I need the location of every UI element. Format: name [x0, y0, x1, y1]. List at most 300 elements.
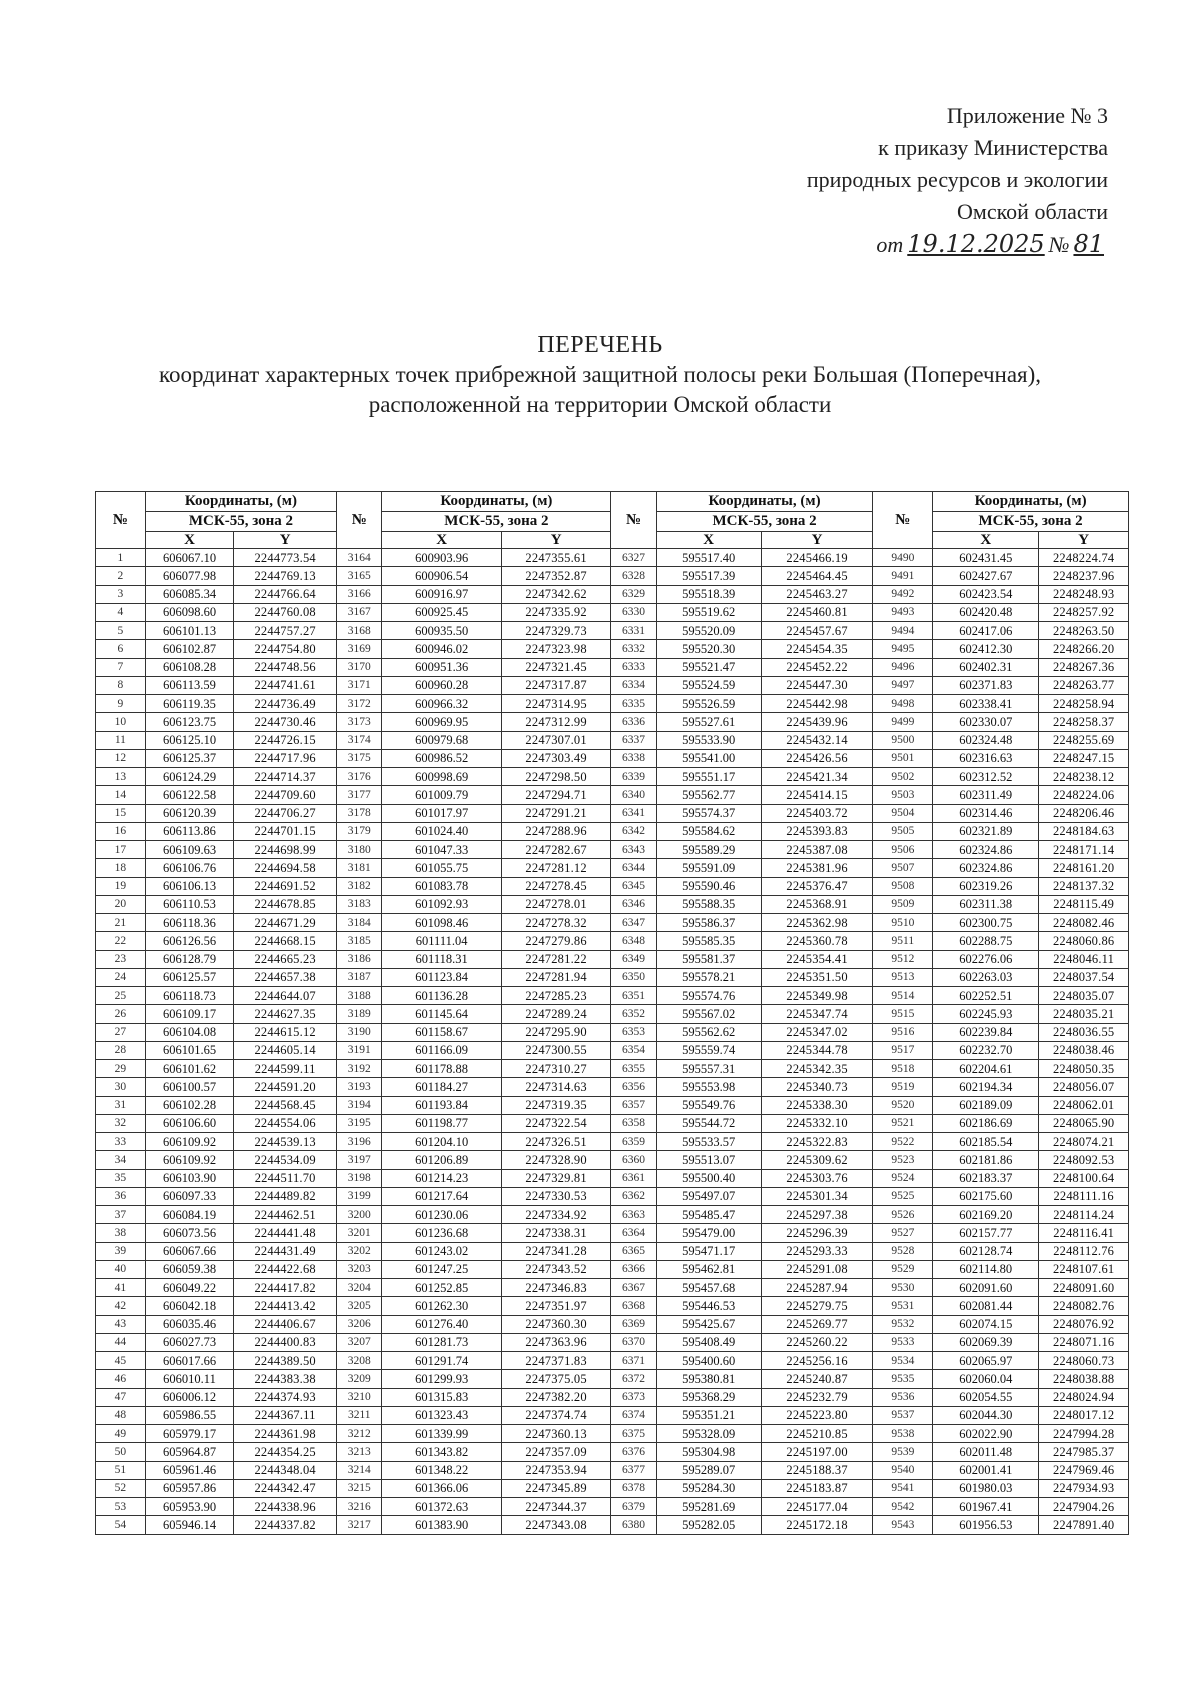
coord-x-cell: 595585.35 — [656, 932, 761, 950]
header-x: X — [656, 532, 761, 549]
point-number-cell: 9537 — [873, 1406, 933, 1424]
header-x: X — [145, 532, 233, 549]
coord-y-cell: 2247891.40 — [1039, 1516, 1129, 1534]
point-number-cell: 47 — [96, 1388, 146, 1406]
point-number-cell: 6341 — [611, 804, 656, 822]
point-number-cell: 6359 — [611, 1133, 656, 1151]
point-number-cell: 9532 — [873, 1315, 933, 1333]
coord-y-cell: 2247360.13 — [501, 1425, 611, 1443]
table-row — [96, 1461, 1129, 1479]
coord-y-cell: 2248060.86 — [1039, 932, 1129, 950]
coord-x-cell: 602311.49 — [933, 786, 1039, 804]
coord-x-cell: 606122.58 — [145, 786, 233, 804]
coord-x-cell: 602263.03 — [933, 968, 1039, 986]
header-x: X — [382, 532, 501, 549]
point-number-cell: 6330 — [611, 603, 656, 621]
point-number-cell: 6357 — [611, 1096, 656, 1114]
coord-y-cell: 2247319.35 — [501, 1096, 611, 1114]
coord-y-cell: 2247288.96 — [501, 822, 611, 840]
coord-x-cell: 602371.83 — [933, 676, 1039, 694]
point-number-cell: 3215 — [337, 1479, 382, 1497]
point-number-cell: 6345 — [611, 877, 656, 895]
coord-x-cell: 606118.36 — [145, 914, 233, 932]
coord-x-cell: 595457.68 — [656, 1279, 761, 1297]
coord-x-cell: 601243.02 — [382, 1242, 501, 1260]
point-number-cell: 6370 — [611, 1333, 656, 1351]
coord-x-cell: 595281.69 — [656, 1498, 761, 1516]
coord-y-cell: 2244431.49 — [234, 1242, 337, 1260]
point-number-cell: 6354 — [611, 1041, 656, 1059]
point-number-cell: 45 — [96, 1352, 146, 1370]
point-number-cell: 6380 — [611, 1516, 656, 1534]
coord-y-cell: 2247353.94 — [501, 1461, 611, 1479]
coord-x-cell: 602185.54 — [933, 1133, 1039, 1151]
coord-y-cell: 2248171.14 — [1039, 841, 1129, 859]
coord-x-cell: 606126.56 — [145, 932, 233, 950]
point-number-cell: 9 — [96, 695, 146, 713]
point-number-cell: 42 — [96, 1297, 146, 1315]
table-row — [96, 1388, 1129, 1406]
point-number-cell: 8 — [96, 676, 146, 694]
header-coords: Координаты, (м) — [145, 492, 336, 512]
coord-y-cell: 2244338.96 — [234, 1498, 337, 1516]
coord-x-cell: 606067.66 — [145, 1242, 233, 1260]
point-number-cell: 9527 — [873, 1224, 933, 1242]
coord-x-cell: 595446.53 — [656, 1297, 761, 1315]
point-number-cell: 3174 — [337, 731, 382, 749]
point-number-cell: 36 — [96, 1187, 146, 1205]
coord-x-cell: 602420.48 — [933, 603, 1039, 621]
point-number-cell: 3200 — [337, 1206, 382, 1224]
header-no: № — [337, 492, 382, 549]
coord-y-cell: 2244367.11 — [234, 1406, 337, 1424]
document-subtitle-2: расположенной на территории Омской области — [368, 392, 832, 417]
coord-y-cell: 2245354.41 — [761, 950, 873, 968]
point-number-cell: 9506 — [873, 841, 933, 859]
coord-y-cell: 2247279.86 — [501, 932, 611, 950]
coord-y-cell: 2247355.61 — [501, 549, 611, 567]
coord-x-cell: 602324.48 — [933, 731, 1039, 749]
point-number-cell: 9519 — [873, 1078, 933, 1096]
coord-x-cell: 602427.67 — [933, 567, 1039, 585]
point-number-cell: 9492 — [873, 585, 933, 603]
coord-y-cell: 2248111.16 — [1039, 1187, 1129, 1205]
coord-x-cell: 595591.09 — [656, 859, 761, 877]
point-number-cell: 9504 — [873, 804, 933, 822]
table-row — [96, 1260, 1129, 1278]
point-number-cell: 15 — [96, 804, 146, 822]
coord-y-cell: 2247330.53 — [501, 1187, 611, 1205]
coord-x-cell: 601111.04 — [382, 932, 501, 950]
coord-x-cell: 600935.50 — [382, 622, 501, 640]
coord-y-cell: 2247994.28 — [1039, 1425, 1129, 1443]
point-number-cell: 9491 — [873, 567, 933, 585]
point-number-cell: 6350 — [611, 968, 656, 986]
coord-x-cell: 602423.54 — [933, 585, 1039, 603]
point-number-cell: 34 — [96, 1151, 146, 1169]
coord-x-cell: 602157.77 — [933, 1224, 1039, 1242]
coord-x-cell: 595544.72 — [656, 1114, 761, 1132]
header-no: № — [611, 492, 656, 549]
coord-x-cell: 606101.65 — [145, 1041, 233, 1059]
table-row — [96, 1297, 1129, 1315]
coord-x-cell: 606085.34 — [145, 585, 233, 603]
table-row — [96, 1206, 1129, 1224]
point-number-cell: 9543 — [873, 1516, 933, 1534]
point-number-cell: 9498 — [873, 695, 933, 713]
coord-y-cell: 2244694.58 — [234, 859, 337, 877]
coord-x-cell: 605946.14 — [145, 1516, 233, 1534]
table-row — [96, 841, 1129, 859]
coord-y-cell: 2244773.54 — [234, 549, 337, 567]
table-row — [96, 1242, 1129, 1260]
coord-y-cell: 2244627.35 — [234, 1005, 337, 1023]
coord-x-cell: 601047.33 — [382, 841, 501, 859]
coord-y-cell: 2248238.12 — [1039, 768, 1129, 786]
table-row — [96, 1114, 1129, 1132]
coord-y-cell: 2248107.61 — [1039, 1260, 1129, 1278]
coord-x-cell: 595590.46 — [656, 877, 761, 895]
coord-y-cell: 2244665.23 — [234, 950, 337, 968]
coord-x-cell: 606027.73 — [145, 1333, 233, 1351]
table-row — [96, 567, 1129, 585]
point-number-cell: 4 — [96, 603, 146, 621]
point-number-cell: 40 — [96, 1260, 146, 1278]
coord-x-cell: 605986.55 — [145, 1406, 233, 1424]
document-title: ПЕРЕЧЕНЬ — [537, 332, 663, 358]
point-number-cell: 3178 — [337, 804, 382, 822]
point-number-cell: 3181 — [337, 859, 382, 877]
coord-x-cell: 606108.28 — [145, 658, 233, 676]
point-number-cell: 6351 — [611, 987, 656, 1005]
coord-y-cell: 2247281.22 — [501, 950, 611, 968]
point-number-cell: 6377 — [611, 1461, 656, 1479]
point-number-cell: 9509 — [873, 895, 933, 913]
point-number-cell: 31 — [96, 1096, 146, 1114]
coord-y-cell: 2248038.88 — [1039, 1370, 1129, 1388]
coord-x-cell: 602044.30 — [933, 1406, 1039, 1424]
coord-x-cell: 602114.80 — [933, 1260, 1039, 1278]
coord-x-cell: 602316.63 — [933, 749, 1039, 767]
table-row — [96, 603, 1129, 621]
point-number-cell: 6367 — [611, 1279, 656, 1297]
table-row — [96, 1187, 1129, 1205]
coord-y-cell: 2247282.67 — [501, 841, 611, 859]
point-number-cell: 9502 — [873, 768, 933, 786]
coord-x-cell: 601166.09 — [382, 1041, 501, 1059]
point-number-cell: 13 — [96, 768, 146, 786]
coord-y-cell: 2245232.79 — [761, 1388, 873, 1406]
coord-y-cell: 2244741.61 — [234, 676, 337, 694]
coord-x-cell: 602417.06 — [933, 622, 1039, 640]
coord-y-cell: 2248206.46 — [1039, 804, 1129, 822]
coord-x-cell: 602232.70 — [933, 1041, 1039, 1059]
table-row — [96, 1479, 1129, 1497]
coord-y-cell: 2247338.31 — [501, 1224, 611, 1242]
coord-y-cell: 2247289.24 — [501, 1005, 611, 1023]
coord-y-cell: 2248255.69 — [1039, 731, 1129, 749]
coord-y-cell: 2245188.37 — [761, 1461, 873, 1479]
coord-y-cell: 2244361.98 — [234, 1425, 337, 1443]
point-number-cell: 6338 — [611, 749, 656, 767]
point-number-cell: 24 — [96, 968, 146, 986]
coord-x-cell: 601247.25 — [382, 1260, 501, 1278]
point-number-cell: 9515 — [873, 1005, 933, 1023]
coord-y-cell: 2245342.35 — [761, 1060, 873, 1078]
coord-y-cell: 2245223.80 — [761, 1406, 873, 1424]
coord-x-cell: 595400.60 — [656, 1352, 761, 1370]
coord-x-cell: 600906.54 — [382, 567, 501, 585]
coord-x-cell: 601098.46 — [382, 914, 501, 932]
coord-y-cell: 2245309.62 — [761, 1151, 873, 1169]
coord-y-cell: 2245347.74 — [761, 1005, 873, 1023]
coord-x-cell: 605964.87 — [145, 1443, 233, 1461]
coord-x-cell: 602431.45 — [933, 549, 1039, 567]
coord-x-cell: 601083.78 — [382, 877, 501, 895]
coord-x-cell: 602189.09 — [933, 1096, 1039, 1114]
table-row — [96, 1169, 1129, 1187]
coord-x-cell: 595527.61 — [656, 713, 761, 731]
coord-y-cell: 2244754.80 — [234, 640, 337, 658]
coord-x-cell: 595517.40 — [656, 549, 761, 567]
coord-x-cell: 606102.87 — [145, 640, 233, 658]
table-row — [96, 1333, 1129, 1351]
coord-x-cell: 595328.09 — [656, 1425, 761, 1443]
coord-x-cell: 600966.32 — [382, 695, 501, 713]
point-number-cell: 6336 — [611, 713, 656, 731]
coord-y-cell: 2245403.72 — [761, 804, 873, 822]
coord-y-cell: 2248115.49 — [1039, 895, 1129, 913]
coord-x-cell: 606113.86 — [145, 822, 233, 840]
point-number-cell: 53 — [96, 1498, 146, 1516]
point-number-cell: 9524 — [873, 1169, 933, 1187]
point-number-cell: 9500 — [873, 731, 933, 749]
coord-x-cell: 595368.29 — [656, 1388, 761, 1406]
point-number-cell: 6374 — [611, 1406, 656, 1424]
coord-x-cell: 602321.89 — [933, 822, 1039, 840]
coord-y-cell: 2244539.13 — [234, 1133, 337, 1151]
coord-x-cell: 600903.96 — [382, 549, 501, 567]
coord-y-cell: 2244678.85 — [234, 895, 337, 913]
coord-y-cell: 2247295.90 — [501, 1023, 611, 1041]
coord-y-cell: 2247317.87 — [501, 676, 611, 694]
point-number-cell: 9505 — [873, 822, 933, 840]
coord-y-cell: 2248237.96 — [1039, 567, 1129, 585]
point-number-cell: 43 — [96, 1315, 146, 1333]
coord-y-cell: 2247278.32 — [501, 914, 611, 932]
coord-x-cell: 602001.41 — [933, 1461, 1039, 1479]
point-number-cell: 6352 — [611, 1005, 656, 1023]
point-number-cell: 6355 — [611, 1060, 656, 1078]
coord-x-cell: 600951.36 — [382, 658, 501, 676]
coord-x-cell: 605953.90 — [145, 1498, 233, 1516]
coord-x-cell: 602054.55 — [933, 1388, 1039, 1406]
coord-y-cell: 2248082.46 — [1039, 914, 1129, 932]
coord-y-cell: 2244591.20 — [234, 1078, 337, 1096]
coord-x-cell: 602081.44 — [933, 1297, 1039, 1315]
coord-y-cell: 2248062.01 — [1039, 1096, 1129, 1114]
point-number-cell: 3202 — [337, 1242, 382, 1260]
point-number-cell: 3167 — [337, 603, 382, 621]
coord-x-cell: 600979.68 — [382, 731, 501, 749]
point-number-cell: 3199 — [337, 1187, 382, 1205]
table-row — [96, 695, 1129, 713]
point-number-cell: 3188 — [337, 987, 382, 1005]
point-number-cell: 3204 — [337, 1279, 382, 1297]
coord-y-cell: 2244671.29 — [234, 914, 337, 932]
coord-y-cell: 2245256.16 — [761, 1352, 873, 1370]
table-row — [96, 1005, 1129, 1023]
point-number-cell: 9501 — [873, 749, 933, 767]
point-number-cell: 38 — [96, 1224, 146, 1242]
coord-y-cell: 2248076.92 — [1039, 1315, 1129, 1333]
table-row — [96, 713, 1129, 731]
point-number-cell: 48 — [96, 1406, 146, 1424]
table-row — [96, 822, 1129, 840]
coord-x-cell: 595518.39 — [656, 585, 761, 603]
point-number-cell: 6356 — [611, 1078, 656, 1096]
coord-y-cell: 2245393.83 — [761, 822, 873, 840]
point-number-cell: 9533 — [873, 1333, 933, 1351]
point-number-cell: 5 — [96, 622, 146, 640]
number-prefix: № — [1048, 232, 1070, 257]
coord-x-cell: 595304.98 — [656, 1443, 761, 1461]
coord-x-cell: 606128.79 — [145, 950, 233, 968]
point-number-cell: 3175 — [337, 749, 382, 767]
point-number-cell: 11 — [96, 731, 146, 749]
coord-y-cell: 2248056.07 — [1039, 1078, 1129, 1096]
point-number-cell: 3193 — [337, 1078, 382, 1096]
coord-x-cell: 602252.51 — [933, 987, 1039, 1005]
point-number-cell: 9521 — [873, 1114, 933, 1132]
coord-x-cell: 602091.60 — [933, 1279, 1039, 1297]
coord-x-cell: 601276.40 — [382, 1315, 501, 1333]
coord-y-cell: 2244706.27 — [234, 804, 337, 822]
coord-y-cell: 2248050.35 — [1039, 1060, 1129, 1078]
point-number-cell: 9517 — [873, 1041, 933, 1059]
coord-x-cell: 595519.62 — [656, 603, 761, 621]
coord-y-cell: 2247335.92 — [501, 603, 611, 621]
coord-x-cell: 601184.27 — [382, 1078, 501, 1096]
point-number-cell: 3169 — [337, 640, 382, 658]
point-number-cell: 9494 — [873, 622, 933, 640]
table-row — [96, 877, 1129, 895]
coord-y-cell: 2248258.94 — [1039, 695, 1129, 713]
coord-x-cell: 600960.28 — [382, 676, 501, 694]
coord-y-cell: 2247312.99 — [501, 713, 611, 731]
coord-x-cell: 601262.30 — [382, 1297, 501, 1315]
coord-x-cell: 602338.41 — [933, 695, 1039, 713]
annex-line-4: Омской области — [957, 199, 1108, 224]
coord-x-cell: 595284.30 — [656, 1479, 761, 1497]
table-row — [96, 549, 1129, 567]
coord-y-cell: 2245301.34 — [761, 1187, 873, 1205]
coord-y-cell: 2244760.08 — [234, 603, 337, 621]
header-no: № — [873, 492, 933, 549]
coord-y-cell: 2248082.76 — [1039, 1297, 1129, 1315]
coord-y-cell: 2247314.95 — [501, 695, 611, 713]
table-row — [96, 1151, 1129, 1169]
point-number-cell: 9520 — [873, 1096, 933, 1114]
coord-y-cell: 2245349.98 — [761, 987, 873, 1005]
point-number-cell: 19 — [96, 877, 146, 895]
coord-x-cell: 606120.39 — [145, 804, 233, 822]
coord-y-cell: 2245376.47 — [761, 877, 873, 895]
coord-y-cell: 2244489.82 — [234, 1187, 337, 1205]
point-number-cell: 7 — [96, 658, 146, 676]
coord-y-cell: 2247371.83 — [501, 1352, 611, 1370]
coord-y-cell: 2245296.39 — [761, 1224, 873, 1242]
coord-y-cell: 2245460.81 — [761, 603, 873, 621]
coord-y-cell: 2244668.15 — [234, 932, 337, 950]
point-number-cell: 51 — [96, 1461, 146, 1479]
coord-x-cell: 595557.31 — [656, 1060, 761, 1078]
point-number-cell: 9514 — [873, 987, 933, 1005]
point-number-cell: 9497 — [873, 676, 933, 694]
coord-x-cell: 606103.90 — [145, 1169, 233, 1187]
coord-y-cell: 2247291.21 — [501, 804, 611, 822]
point-number-cell: 23 — [96, 950, 146, 968]
point-number-cell: 6365 — [611, 1242, 656, 1260]
point-number-cell: 3173 — [337, 713, 382, 731]
point-number-cell: 9529 — [873, 1260, 933, 1278]
annex-block — [688, 100, 1108, 261]
point-number-cell: 9490 — [873, 549, 933, 567]
point-number-cell: 9530 — [873, 1279, 933, 1297]
coord-x-cell: 595408.49 — [656, 1333, 761, 1351]
coord-y-cell: 2247310.27 — [501, 1060, 611, 1078]
coord-y-cell: 2245432.14 — [761, 731, 873, 749]
coord-y-cell: 2248036.55 — [1039, 1023, 1129, 1041]
coord-x-cell: 595581.37 — [656, 950, 761, 968]
point-number-cell: 3217 — [337, 1516, 382, 1534]
point-number-cell: 9541 — [873, 1479, 933, 1497]
coord-x-cell: 602186.69 — [933, 1114, 1039, 1132]
point-number-cell: 6327 — [611, 549, 656, 567]
coord-y-cell: 2245279.75 — [761, 1297, 873, 1315]
point-number-cell: 6358 — [611, 1114, 656, 1132]
coord-x-cell: 602412.30 — [933, 640, 1039, 658]
coord-x-cell: 601206.89 — [382, 1151, 501, 1169]
point-number-cell: 25 — [96, 987, 146, 1005]
coord-y-cell: 2248038.46 — [1039, 1041, 1129, 1059]
coord-y-cell: 2248137.32 — [1039, 877, 1129, 895]
point-number-cell: 39 — [96, 1242, 146, 1260]
coord-y-cell: 2244462.51 — [234, 1206, 337, 1224]
point-number-cell: 6337 — [611, 731, 656, 749]
point-number-cell: 3177 — [337, 786, 382, 804]
coord-x-cell: 606106.60 — [145, 1114, 233, 1132]
coord-y-cell: 2245360.78 — [761, 932, 873, 950]
coord-x-cell: 606109.17 — [145, 1005, 233, 1023]
coord-y-cell: 2244736.49 — [234, 695, 337, 713]
table-row — [96, 1498, 1129, 1516]
table-row — [96, 1096, 1129, 1114]
point-number-cell: 3210 — [337, 1388, 382, 1406]
coord-y-cell: 2245439.96 — [761, 713, 873, 731]
coord-y-cell: 2247343.08 — [501, 1516, 611, 1534]
coord-y-cell: 2244389.50 — [234, 1352, 337, 1370]
coord-y-cell: 2247323.98 — [501, 640, 611, 658]
coord-y-cell: 2247351.97 — [501, 1297, 611, 1315]
coord-x-cell: 595524.59 — [656, 676, 761, 694]
point-number-cell: 3203 — [337, 1260, 382, 1278]
coord-x-cell: 606084.19 — [145, 1206, 233, 1224]
coord-x-cell: 606042.18 — [145, 1297, 233, 1315]
point-number-cell: 6372 — [611, 1370, 656, 1388]
point-number-cell: 3187 — [337, 968, 382, 986]
point-number-cell: 10 — [96, 713, 146, 731]
